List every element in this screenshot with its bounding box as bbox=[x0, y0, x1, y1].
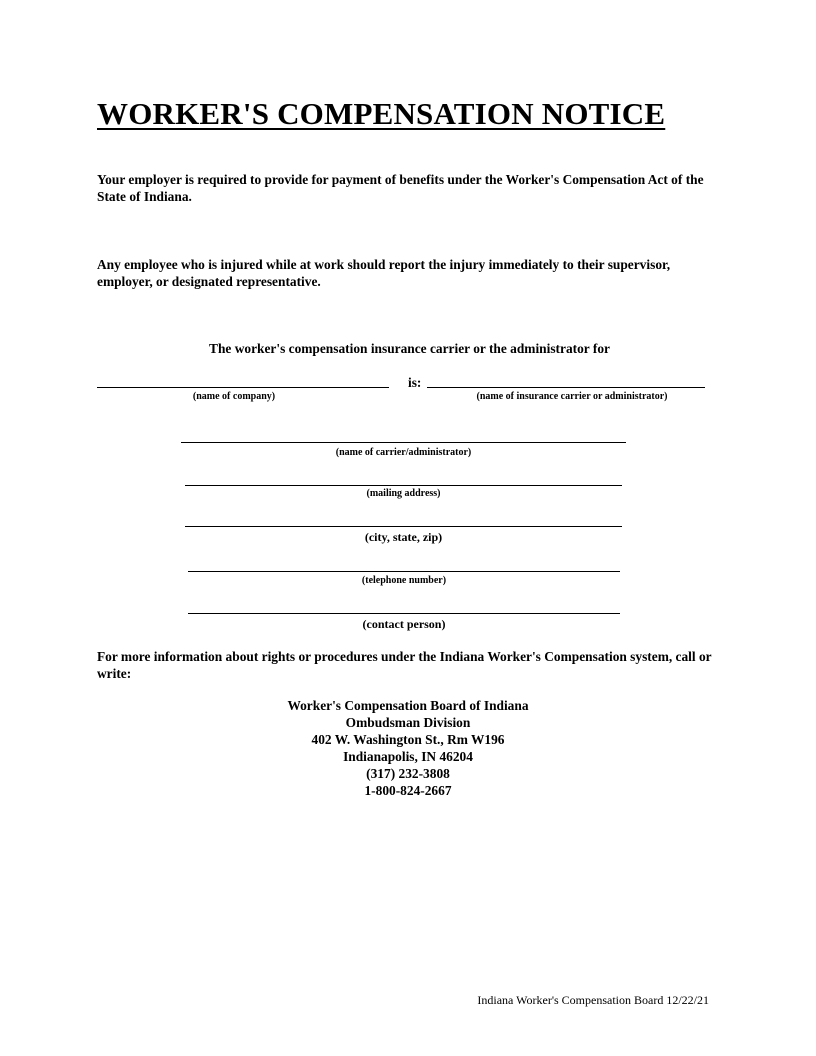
carrier-name-line bbox=[181, 442, 626, 443]
mailing-address-line bbox=[185, 485, 622, 486]
insurer-name-line bbox=[427, 387, 705, 388]
mailing-caption: (mailing address) bbox=[366, 488, 441, 499]
address-division: Ombudsman Division bbox=[345, 715, 471, 730]
insurer-caption: (name of insurance carrier or administrator) bbox=[476, 391, 668, 402]
is-label: is: bbox=[408, 375, 422, 390]
city-caption: (city, state, zip) bbox=[364, 530, 443, 544]
city-state-zip-line bbox=[185, 526, 622, 527]
page-footer: Indiana Worker's Compensation Board 12/22/21 bbox=[477, 993, 709, 1007]
telephone-caption: (telephone number) bbox=[361, 575, 447, 586]
injury-report-paragraph: Any employee who is injured while at work should report the injury immediately to their supervisor, employer, or designated representative. bbox=[97, 257, 671, 289]
address-org: Worker's Compensation Board of Indiana bbox=[287, 698, 529, 713]
contact-person-line bbox=[188, 613, 620, 614]
carrier-caption: (name of carrier/administrator) bbox=[335, 447, 472, 458]
board-address-block bbox=[200, 697, 616, 799]
address-street: 402 W. Washington St., Rm W196 bbox=[311, 732, 505, 747]
company-name-line bbox=[97, 387, 389, 388]
telephone-line bbox=[188, 571, 620, 572]
address-phone-local: (317) 232-3808 bbox=[366, 766, 450, 781]
contact-caption: (contact person) bbox=[362, 617, 446, 631]
employer-requirement-paragraph: Your employer is required to provide for payment of benefits under the Worker's Compensation Act of the State of Indiana. bbox=[97, 172, 704, 204]
address-phone-tollfree: 1-800-824-2667 bbox=[364, 783, 452, 798]
carrier-intro-text: The worker's compensation insurance carrier or the administrator for bbox=[209, 341, 610, 356]
company-caption: (name of company) bbox=[192, 391, 276, 402]
more-info-paragraph: For more information about rights or procedures under the Indiana Worker's Compensation system, call or write: bbox=[97, 649, 712, 681]
address-city: Indianapolis, IN 46204 bbox=[343, 749, 473, 764]
page-title: WORKER'S COMPENSATION NOTICE bbox=[97, 96, 666, 131]
